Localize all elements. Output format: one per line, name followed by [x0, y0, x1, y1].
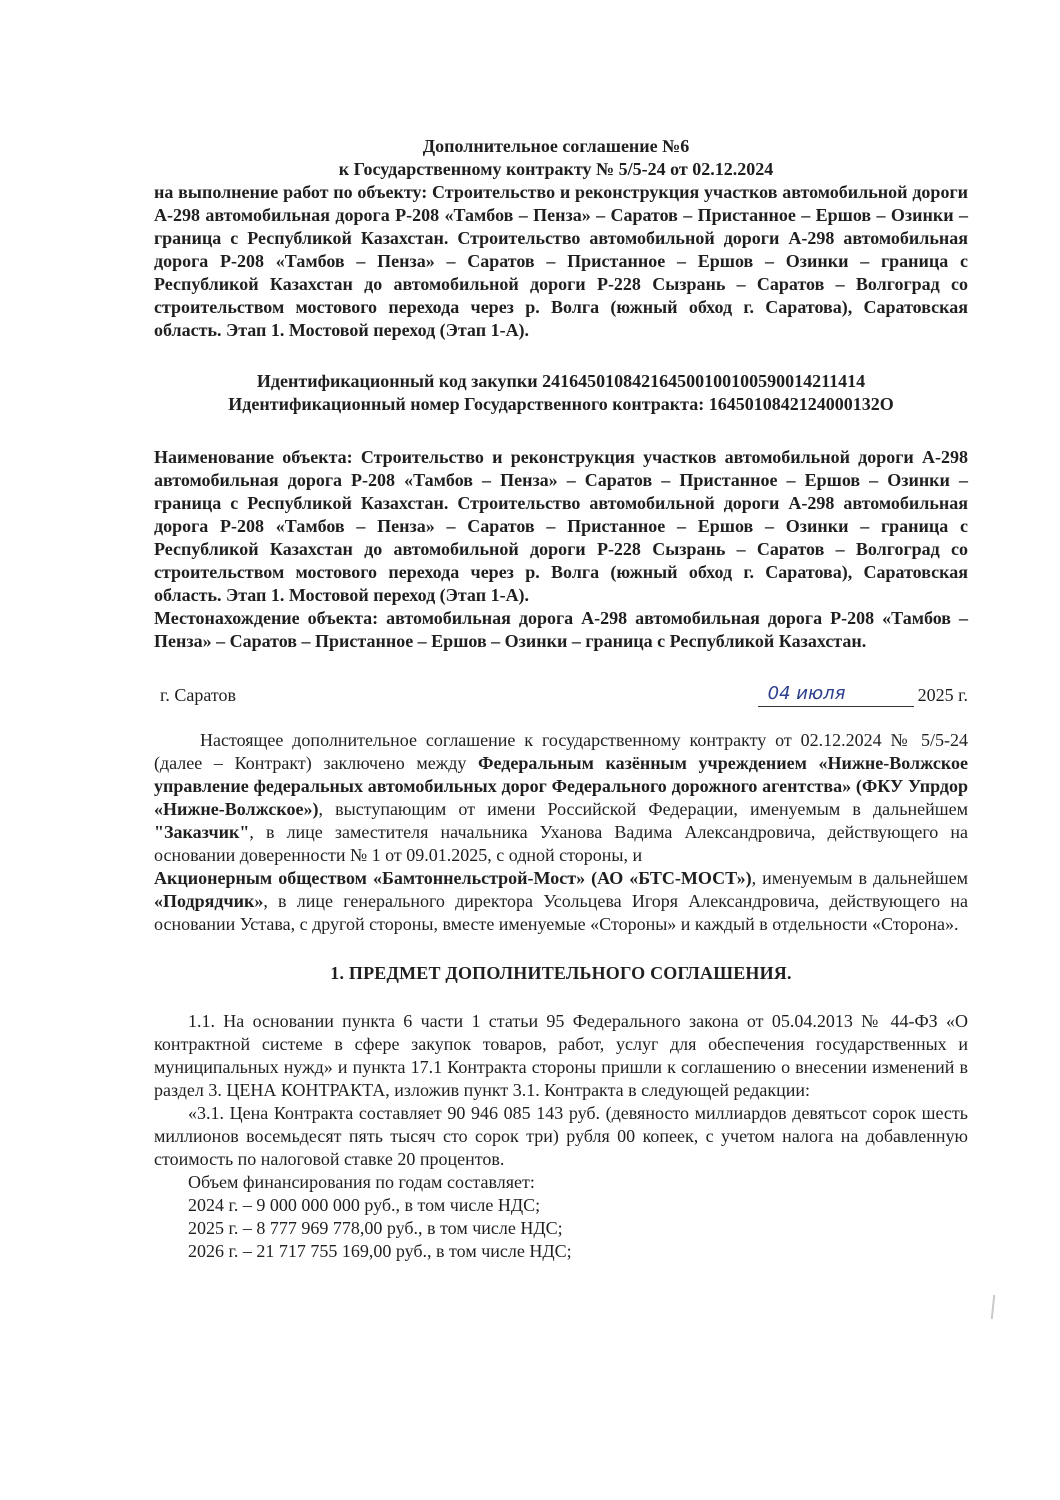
contractor-text-a: , именуемым в дальнейшем — [751, 868, 968, 888]
object-name: Наименование объекта: Строительство и реконструкция участков автомобильной дороги А-298 автомобильная дорога Р-208 «Тамбов – Пенза» – Саратов – Пристанное – Ершов – Озинки – граница с Республикой Казахстан. Строительство автомобильной дороги А-298 автомобильная дорога Р-208 «Тамбов – Пенза» – Саратов – Пристанное – Ершов – Озинки – граница с Республикой Казахстан до автомобильной дороги Р-228 Сызрань – Саратов – Волгоград со строительством мостового перехода через р. Волга (южный обход г. Саратова), Саратовская область. Этап 1. Мостовой переход (Этап 1-А). — [154, 447, 968, 605]
contractor-paragraph — [154, 867, 968, 936]
funding-year-2025: 2025 г. – 8 777 969 778,00 руб., в том числе НДС; — [188, 1218, 563, 1238]
document-subtitle: к Государственному контракту № 5/5-24 от 02.12.2024 — [338, 159, 774, 179]
funding-year-2026: 2026 г. – 21 717 755 169,00 руб., в том числе НДС; — [188, 1241, 572, 1261]
date — [758, 683, 968, 707]
object-location: Местонахождение объекта: автомобильная дорога А-298 автомобильная дорога Р-208 «Тамбов – Пенза» – Саратов – Пристанное – Ершов – Озинки – граница с Республикой Казахстан. — [154, 608, 968, 651]
document-title: Дополнительное соглашение №6 — [422, 136, 690, 156]
place-date-row — [154, 683, 968, 707]
preamble-paragraph — [154, 729, 968, 867]
identifiers — [154, 370, 968, 416]
contract-number: Идентификационный номер Государственного контракта: 1645010842124000132О — [228, 394, 894, 414]
title-block — [144, 135, 968, 181]
contractor-label: «Подрядчик» — [154, 891, 264, 911]
contractor-org-name: Акционерным обществом «Бамтоннельстрой-Мост» (АО «БТС-МОСТ») — [154, 868, 752, 888]
contractor-text-b: , в лице генерального директора Усольцева Игоря Александровича, действующего на основании Устава, с другой стороны, вместе именуемые «Стороны» и каждый в отдельности «Сторона». — [154, 891, 968, 934]
preamble-text-c: , в лице заместителя начальника Уханова Вадима Александровича, действующего на основании доверенности № 1 от 09.01.2025, с одной стороны, и — [154, 822, 968, 865]
handwritten-date: 04 июля — [758, 683, 914, 707]
funding-year-2024: 2024 г. – 9 000 000 000 руб., в том числе НДС; — [188, 1195, 541, 1215]
preamble-text-a: Настоящее дополнительное соглашение к государственному контракту от 02.12.2024 № 5/5-24 (далее – Контракт) заключено между — [154, 730, 968, 773]
work-subject: на выполнение работ по объекту: Строительство и реконструкция участков автомобильной дороги А-298 автомобильная дорога Р-208 «Тамбов – Пенза» – Саратов – Пристанное – Ершов – Озинки – граница с Республикой Казахстан. Строительство автомобильной дороги А-298 автомобильная дорога Р-208 «Тамбов – Пенза» – Саратов – Пристанное – Ершов – Озинки – граница с Республикой Казахстан до автомобильной дороги Р-228 Сызрань – Саратов – Волгоград со строительством мостового перехода через р. Волга (южный обход г. Саратова), Саратовская область. Этап 1. Мостовой переход (Этап 1-А). — [154, 182, 968, 340]
purchase-code: Идентификационный код закупки 241645010842164500100100590014211414 — [256, 371, 866, 391]
city: г. Саратов — [160, 685, 236, 705]
preamble-text-b: , выступающим от имени Российской Федерации, именуемым в дальнейшем — [318, 799, 968, 819]
clause-3-1: «3.1. Цена Контракта составляет 90 946 085 143 руб. (девяносто миллиардов девятьсот сорок шесть миллионов восемьдесят пять тысяч сто сорок три) рубля 00 копеек, с учетом налога на добавленную стоимость по налоговой ставке 20 процентов. — [154, 1103, 968, 1169]
customer-label: "Заказчик" — [154, 822, 250, 842]
clause-1-1: 1.1. На основании пункта 6 части 1 статьи 95 Федерального закона от 05.04.2013 № 44-ФЗ «О контрактной системе в сфере закупок товаров, работ, услуг для обеспечения государственных и муниципальных нужд» и пункта 17.1 Контракта стороны пришли к соглашению о внесении изменений в раздел 3. ЦЕНА КОНТРАКТА, изложив пункт 3.1. Контракта в следующей редакции: — [154, 1011, 968, 1100]
date-year: 2025 г. — [917, 685, 968, 705]
section-1-title: 1. ПРЕДМЕТ ДОПОЛНИТЕЛЬНОГО СОГЛАШЕНИЯ. — [330, 963, 792, 983]
customer-org-name: Федеральным казённым учреждением «Нижне-Волжское управление федеральных автомобильных дорог Федерального дорожного агентства» (ФКУ Упрдор «Нижне-Волжское») — [154, 753, 968, 819]
object-block — [154, 446, 968, 653]
funding-intro: Объем финансирования по годам составляет: — [188, 1172, 535, 1192]
